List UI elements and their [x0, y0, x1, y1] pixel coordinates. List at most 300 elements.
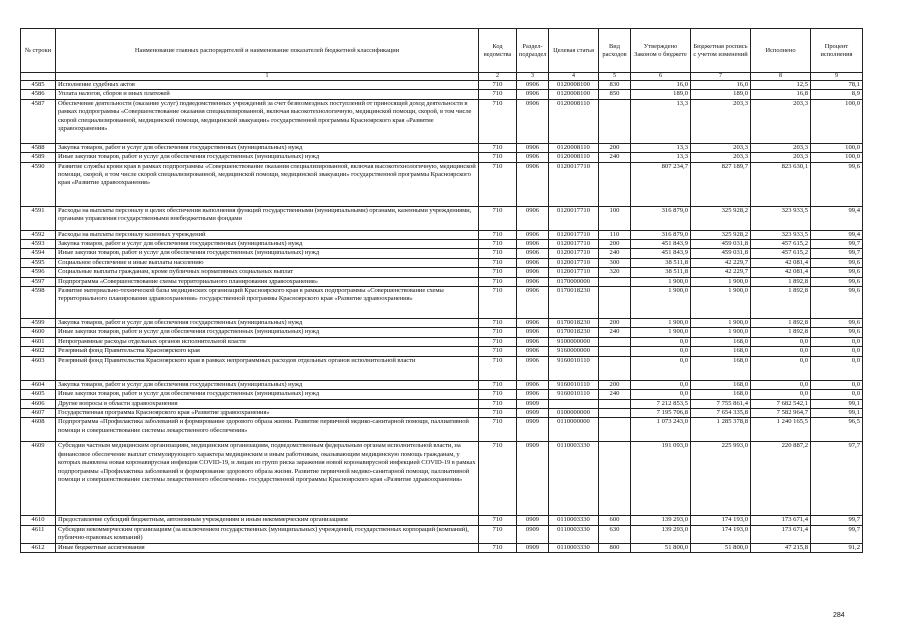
- column-number: 8: [751, 73, 811, 81]
- row-expense-type: [599, 337, 631, 346]
- table-header-row: [21, 29, 863, 73]
- row-name: Социальное обеспечение и иные выплаты населению: [56, 258, 479, 267]
- column-number: 4: [549, 73, 599, 81]
- row-number: 4607: [21, 408, 56, 417]
- row-section: 0906: [517, 390, 549, 399]
- row-budget-roster: 189,0: [691, 90, 751, 99]
- row-section: 0906: [517, 319, 549, 328]
- row-number: 4611: [21, 525, 56, 543]
- row-percent: 99,6: [811, 268, 863, 277]
- row-name: Развитие материально-технической базы медицинских организаций Красноярского края в рамках подпрограммы «Совершенствование схемы территориального планирования здравоохранения» государственной программы Красноярского края «Развитие здравоохранения»: [56, 287, 479, 319]
- row-section: 0906: [517, 356, 549, 380]
- col-header-target-item: Целевая статья: [549, 29, 599, 73]
- row-number: 4589: [21, 153, 56, 162]
- row-percent: 99,7: [811, 516, 863, 525]
- row-name: Уплата налогов, сборов и иных платежей: [56, 90, 479, 99]
- row-executed: 42 081,4: [751, 258, 811, 267]
- row-number: 4601: [21, 337, 56, 346]
- row-executed: 16,8: [751, 90, 811, 99]
- row-budget-roster: 1 285 378,8: [691, 418, 751, 442]
- table-row: [21, 442, 863, 516]
- row-target-item: 0100000000: [549, 408, 599, 417]
- row-budget-roster: 459 031,8: [691, 240, 751, 249]
- row-executed: 457 615,2: [751, 249, 811, 258]
- table-row: [21, 240, 863, 249]
- row-section: 0906: [517, 206, 549, 230]
- row-budget-roster: 174 193,0: [691, 525, 751, 543]
- table-row: [21, 319, 863, 328]
- row-target-item: 0110003330: [549, 525, 599, 543]
- row-department-code: 710: [479, 81, 517, 90]
- row-expense-type: 200: [599, 319, 631, 328]
- row-target-item: 0120017710: [549, 206, 599, 230]
- row-executed: 42 081,4: [751, 268, 811, 277]
- row-expense-type: [599, 399, 631, 408]
- row-section: 0906: [517, 162, 549, 206]
- row-number: 4603: [21, 356, 56, 380]
- row-approved: 13,3: [631, 99, 691, 143]
- row-executed: 203,3: [751, 143, 811, 152]
- row-name: Развитие службы крови края в рамках подпрограммы «Совершенствование оказания специализированной, включая высокотехнологичную, медицинской помощи, скорой, в том числе скорой специализированной, медицинской помощи, медицинской эвакуации» государственной программы Красноярского края «Развитие здравоохранения»: [56, 162, 479, 206]
- row-section: 0906: [517, 230, 549, 239]
- row-expense-type: [599, 99, 631, 143]
- row-approved: 139 293,0: [631, 525, 691, 543]
- col-header-executed: Исполнено: [751, 29, 811, 73]
- row-number: 4592: [21, 230, 56, 239]
- row-section: 0906: [517, 287, 549, 319]
- row-target-item: 0170018230: [549, 287, 599, 319]
- column-number: [21, 73, 56, 81]
- row-target-item: 9160010110: [549, 356, 599, 380]
- row-name: Подпрограмма «Совершенствование схемы территориального планирования здравоохранения»: [56, 277, 479, 286]
- col-header-name: Наименование главных распорядителей и наименование показателей бюджетной классификации: [56, 29, 479, 73]
- row-approved: 316 879,0: [631, 230, 691, 239]
- row-name: Другие вопросы в области здравоохранения: [56, 399, 479, 408]
- row-department-code: 710: [479, 153, 517, 162]
- row-section: 0909: [517, 516, 549, 525]
- row-executed: 7 682 542,1: [751, 399, 811, 408]
- row-target-item: 0120008110: [549, 153, 599, 162]
- row-approved: 0,0: [631, 390, 691, 399]
- row-number: 4585: [21, 81, 56, 90]
- row-approved: 807 234,7: [631, 162, 691, 206]
- row-executed: 1 240 165,5: [751, 418, 811, 442]
- row-budget-roster: 1 900,0: [691, 277, 751, 286]
- column-number: 5: [599, 73, 631, 81]
- row-expense-type: 830: [599, 81, 631, 90]
- row-budget-roster: 168,0: [691, 390, 751, 399]
- row-section: 0906: [517, 153, 549, 162]
- row-target-item: 9100000000: [549, 337, 599, 346]
- row-name: Исполнение судебных актов: [56, 81, 479, 90]
- row-section: 0906: [517, 258, 549, 267]
- row-target-item: 0170000000: [549, 277, 599, 286]
- row-department-code: 710: [479, 162, 517, 206]
- row-expense-type: [599, 356, 631, 380]
- row-budget-roster: 174 193,0: [691, 516, 751, 525]
- column-number: 3: [517, 73, 549, 81]
- row-number: 4605: [21, 390, 56, 399]
- col-header-expense-type: Вид расходов: [599, 29, 631, 73]
- table-row: [21, 153, 863, 162]
- row-approved: 1 900,0: [631, 319, 691, 328]
- column-number: 6: [631, 73, 691, 81]
- row-target-item: 0110003330: [549, 516, 599, 525]
- row-name: Подпрограмма «Профилактика заболеваний и формирование здорового образа жизни. Развитие первичной медико-санитарной помощи, паллиативной помощи и совершенствование системы лекарственного обеспечения»: [56, 418, 479, 442]
- row-percent: 99,7: [811, 249, 863, 258]
- table-row: [21, 249, 863, 258]
- row-name: Субсидии частным медицинским организациям, медицинским организациям, подведомственным федеральным органам исполнительной власти, на финансовое обеспечение выплат стимулирующего характера медицинским и иным работникам, оказывающим медицинскую помощь гражданам, у которых выявлена новая коронавирусная инфекция COVID-19, и лицам из групп риска заражения новой коронавирусной инфекцией COVID-19 в рамках подпрограммы «Профилактика заболеваний и формирование здорового образа жизни. Развитие первичной медико-санитарной помощи, паллиативной помощи и совершенствование системы лекарственного обеспечения» государственной программы Красноярского края «Развитие здравоохранения»: [56, 442, 479, 516]
- row-expense-type: [599, 347, 631, 356]
- row-department-code: 710: [479, 287, 517, 319]
- row-department-code: 710: [479, 240, 517, 249]
- row-section: 0909: [517, 543, 549, 552]
- row-department-code: 710: [479, 90, 517, 99]
- row-department-code: 710: [479, 319, 517, 328]
- row-expense-type: 200: [599, 240, 631, 249]
- row-expense-type: 200: [599, 380, 631, 389]
- row-budget-roster: 459 031,8: [691, 249, 751, 258]
- row-executed: 1 892,8: [751, 277, 811, 286]
- budget-execution-table: [20, 28, 863, 553]
- row-department-code: 710: [479, 249, 517, 258]
- row-expense-type: 240: [599, 153, 631, 162]
- row-percent: 99,6: [811, 287, 863, 319]
- row-percent: 91,2: [811, 543, 863, 552]
- table-row: [21, 99, 863, 143]
- row-section: 0906: [517, 328, 549, 337]
- row-number: 4597: [21, 277, 56, 286]
- row-name: Социальные выплаты гражданам, кроме публичных нормативных социальных выплат: [56, 268, 479, 277]
- row-executed: 0,0: [751, 347, 811, 356]
- row-name: Непрограммные расходы отдельных органов исполнительной власти: [56, 337, 479, 346]
- row-department-code: 710: [479, 442, 517, 516]
- row-section: 0906: [517, 347, 549, 356]
- row-percent: 0,0: [811, 356, 863, 380]
- col-header-number: № строки: [21, 29, 56, 73]
- row-number: 4588: [21, 143, 56, 152]
- row-expense-type: 200: [599, 143, 631, 152]
- row-budget-roster: 325 928,2: [691, 206, 751, 230]
- row-number: 4602: [21, 347, 56, 356]
- row-number: 4587: [21, 99, 56, 143]
- row-approved: 191 093,0: [631, 442, 691, 516]
- row-percent: 8,9: [811, 90, 863, 99]
- row-budget-roster: 51 800,0: [691, 543, 751, 552]
- table-row: [21, 347, 863, 356]
- row-number: 4608: [21, 418, 56, 442]
- row-department-code: 710: [479, 356, 517, 380]
- row-department-code: 710: [479, 347, 517, 356]
- row-expense-type: 630: [599, 525, 631, 543]
- row-approved: 451 843,9: [631, 240, 691, 249]
- row-section: 0909: [517, 442, 549, 516]
- row-number: 4590: [21, 162, 56, 206]
- row-number: 4609: [21, 442, 56, 516]
- row-budget-roster: 42 229,7: [691, 258, 751, 267]
- row-number: 4600: [21, 328, 56, 337]
- row-executed: 0,0: [751, 356, 811, 380]
- row-approved: 38 511,8: [631, 268, 691, 277]
- row-executed: 823 630,1: [751, 162, 811, 206]
- row-name: Закупка товаров, работ и услуг для обеспечения государственных (муниципальных) нужд: [56, 319, 479, 328]
- row-approved: 0,0: [631, 380, 691, 389]
- row-percent: 78,1: [811, 81, 863, 90]
- row-number: 4594: [21, 249, 56, 258]
- row-expense-type: 240: [599, 249, 631, 258]
- row-approved: 0,0: [631, 356, 691, 380]
- row-budget-roster: 1 900,0: [691, 319, 751, 328]
- row-number: 4610: [21, 516, 56, 525]
- row-percent: 99,1: [811, 408, 863, 417]
- column-number-row: [21, 73, 863, 81]
- row-number: 4604: [21, 380, 56, 389]
- row-department-code: 710: [479, 543, 517, 552]
- col-header-department-code: Код ведомства: [479, 29, 517, 73]
- page-number: 284: [833, 612, 845, 619]
- row-executed: 0,0: [751, 380, 811, 389]
- row-number: 4596: [21, 268, 56, 277]
- row-target-item: 0170018230: [549, 328, 599, 337]
- row-percent: 99,6: [811, 258, 863, 267]
- row-target-item: 0120017710: [549, 249, 599, 258]
- row-approved: 1 900,0: [631, 328, 691, 337]
- row-section: 0906: [517, 240, 549, 249]
- row-percent: 100,0: [811, 153, 863, 162]
- row-executed: 47 215,8: [751, 543, 811, 552]
- row-budget-roster: 168,0: [691, 347, 751, 356]
- row-approved: 316 879,0: [631, 206, 691, 230]
- row-executed: 323 933,5: [751, 230, 811, 239]
- row-department-code: 710: [479, 418, 517, 442]
- row-executed: 203,3: [751, 153, 811, 162]
- row-budget-roster: 225 993,0: [691, 442, 751, 516]
- row-number: 4595: [21, 258, 56, 267]
- row-target-item: 0120017710: [549, 258, 599, 267]
- row-section: 0906: [517, 268, 549, 277]
- col-header-approved: Утверждено Законом о бюджете: [631, 29, 691, 73]
- row-target-item: [549, 399, 599, 408]
- row-target-item: 0120008110: [549, 99, 599, 143]
- column-number: 2: [479, 73, 517, 81]
- table-row: [21, 516, 863, 525]
- row-executed: 0,0: [751, 390, 811, 399]
- row-percent: 99,6: [811, 328, 863, 337]
- table-row: [21, 81, 863, 90]
- row-approved: 1 900,0: [631, 287, 691, 319]
- table-row: [21, 287, 863, 319]
- table-row: [21, 356, 863, 380]
- row-expense-type: [599, 442, 631, 516]
- table-body: [21, 81, 863, 553]
- table-row: [21, 380, 863, 389]
- col-header-budget-roster: Бюджетная роспись с учетом изменений: [691, 29, 751, 73]
- row-department-code: 710: [479, 277, 517, 286]
- row-target-item: 0120017710: [549, 162, 599, 206]
- row-target-item: 0120008110: [549, 143, 599, 152]
- row-approved: 51 800,0: [631, 543, 691, 552]
- row-department-code: 710: [479, 328, 517, 337]
- row-percent: 96,5: [811, 418, 863, 442]
- row-expense-type: [599, 418, 631, 442]
- col-header-section: Раздел-подраздел: [517, 29, 549, 73]
- row-number: 4586: [21, 90, 56, 99]
- row-approved: 139 293,0: [631, 516, 691, 525]
- row-target-item: 0120017710: [549, 230, 599, 239]
- column-number: 1: [56, 73, 479, 81]
- row-section: 0909: [517, 525, 549, 543]
- column-number: 7: [691, 73, 751, 81]
- row-budget-roster: 827 189,7: [691, 162, 751, 206]
- row-expense-type: 240: [599, 328, 631, 337]
- row-executed: 0,0: [751, 337, 811, 346]
- row-budget-roster: 168,0: [691, 356, 751, 380]
- col-header-percent: Процент исполнения: [811, 29, 863, 73]
- row-name: Иные закупки товаров, работ и услуг для обеспечения государственных (муниципальных) нужд: [56, 249, 479, 258]
- row-percent: 99,6: [811, 277, 863, 286]
- row-department-code: 710: [479, 99, 517, 143]
- row-approved: 1 073 243,0: [631, 418, 691, 442]
- table-row: [21, 162, 863, 206]
- row-approved: 7 212 853,5: [631, 399, 691, 408]
- row-executed: 1 892,8: [751, 287, 811, 319]
- table-row: [21, 337, 863, 346]
- row-executed: 7 582 964,7: [751, 408, 811, 417]
- row-name: Иные закупки товаров, работ и услуг для обеспечения государственных (муниципальных) нужд: [56, 328, 479, 337]
- row-name: Государственная программа Красноярского края «Развитие здравоохранения»: [56, 408, 479, 417]
- row-target-item: 0110003330: [549, 543, 599, 552]
- row-name: Закупка товаров, работ и услуг для обеспечения государственных (муниципальных) нужд: [56, 240, 479, 249]
- row-number: 4591: [21, 206, 56, 230]
- row-department-code: 710: [479, 390, 517, 399]
- row-section: 0906: [517, 380, 549, 389]
- row-department-code: 710: [479, 268, 517, 277]
- row-name: Субсидии некоммерческим организациям (за исключением государственных (муниципальных) учреждений, государственных корпораций (компаний), публично-правовых компаний): [56, 525, 479, 543]
- row-percent: 100,0: [811, 99, 863, 143]
- row-department-code: 710: [479, 230, 517, 239]
- table-row: [21, 418, 863, 442]
- row-number: 4599: [21, 319, 56, 328]
- row-target-item: 9160000000: [549, 347, 599, 356]
- row-budget-roster: 203,3: [691, 153, 751, 162]
- table-row: [21, 408, 863, 417]
- row-department-code: 710: [479, 399, 517, 408]
- row-executed: 457 615,2: [751, 240, 811, 249]
- table-row: [21, 543, 863, 552]
- row-target-item: 0120017710: [549, 268, 599, 277]
- row-target-item: 9160010110: [549, 380, 599, 389]
- row-section: 0909: [517, 399, 549, 408]
- row-percent: 0,0: [811, 390, 863, 399]
- row-percent: 0,0: [811, 380, 863, 389]
- row-percent: 99,7: [811, 525, 863, 543]
- row-target-item: 0120008100: [549, 90, 599, 99]
- table-row: [21, 399, 863, 408]
- row-expense-type: 300: [599, 258, 631, 267]
- row-executed: 323 933,5: [751, 206, 811, 230]
- row-executed: 1 892,8: [751, 328, 811, 337]
- row-percent: 99,6: [811, 162, 863, 206]
- row-department-code: 710: [479, 380, 517, 389]
- row-budget-roster: 42 229,7: [691, 268, 751, 277]
- row-name: Предоставление субсидий бюджетным, автономным учреждениям и иным некоммерческим организациям: [56, 516, 479, 525]
- row-section: 0906: [517, 337, 549, 346]
- row-expense-type: 850: [599, 90, 631, 99]
- row-section: 0909: [517, 418, 549, 442]
- row-budget-roster: 203,3: [691, 143, 751, 152]
- row-expense-type: 110: [599, 230, 631, 239]
- row-name: Резервный фонд Правительства Красноярского края в рамках непрограммных расходов отдельных органов исполнительной власти: [56, 356, 479, 380]
- table-row: [21, 328, 863, 337]
- row-department-code: 710: [479, 516, 517, 525]
- row-approved: 7 195 706,8: [631, 408, 691, 417]
- row-approved: 13,3: [631, 143, 691, 152]
- row-expense-type: 240: [599, 390, 631, 399]
- row-name: Расходы на выплаты персоналу в целях обеспечения выполнения функций государственными (муниципальными) органами, казенными учреждениями, органами управления государственными внебюджетными фондами: [56, 206, 479, 230]
- table-row: [21, 206, 863, 230]
- row-target-item: 0110003330: [549, 442, 599, 516]
- row-expense-type: [599, 277, 631, 286]
- row-budget-roster: 203,3: [691, 99, 751, 143]
- table-row: [21, 277, 863, 286]
- row-percent: 0,0: [811, 347, 863, 356]
- row-executed: 12,5: [751, 81, 811, 90]
- row-percent: 97,7: [811, 442, 863, 516]
- row-expense-type: 800: [599, 543, 631, 552]
- row-target-item: 0110000000: [549, 418, 599, 442]
- row-approved: 38 511,8: [631, 258, 691, 267]
- row-approved: 0,0: [631, 337, 691, 346]
- row-budget-roster: 7 755 861,4: [691, 399, 751, 408]
- row-percent: 99,1: [811, 399, 863, 408]
- row-name: Закупка товаров, работ и услуг для обеспечения государственных (муниципальных) нужд: [56, 380, 479, 389]
- row-department-code: 710: [479, 206, 517, 230]
- row-budget-roster: 325 928,2: [691, 230, 751, 239]
- budget-report-sheet: [20, 28, 862, 553]
- row-department-code: 710: [479, 525, 517, 543]
- row-name: Расходы на выплаты персоналу казенных учреждений: [56, 230, 479, 239]
- table-row: [21, 90, 863, 99]
- row-name: Резервный фонд Правительства Красноярского края: [56, 347, 479, 356]
- row-approved: 189,0: [631, 90, 691, 99]
- row-expense-type: [599, 162, 631, 206]
- row-section: 0906: [517, 99, 549, 143]
- row-target-item: 0120008100: [549, 81, 599, 90]
- row-number: 4593: [21, 240, 56, 249]
- row-expense-type: [599, 408, 631, 417]
- row-percent: 99,4: [811, 206, 863, 230]
- row-department-code: 710: [479, 258, 517, 267]
- row-budget-roster: 16,0: [691, 81, 751, 90]
- row-approved: 451 843,9: [631, 249, 691, 258]
- column-number: 9: [811, 73, 863, 81]
- row-budget-roster: 168,0: [691, 380, 751, 389]
- row-target-item: 0170018230: [549, 319, 599, 328]
- row-executed: 173 671,4: [751, 516, 811, 525]
- row-section: 0906: [517, 90, 549, 99]
- row-section: 0906: [517, 143, 549, 152]
- table-row: [21, 258, 863, 267]
- row-department-code: 710: [479, 408, 517, 417]
- row-name: Обеспечение деятельности (оказание услуг) подведомственных учреждений за счет безвозмездных поступлений от приносящей доход деятельности в рамках подпрограммы «Совершенствование оказания специализированной, включая высокотехнологичную, медицинской помощи, скорой, в том числе скорой специализированной, медицинской помощи, медицинской эвакуации» государственной программы Красноярского края «Развитие здравоохранения»: [56, 99, 479, 143]
- table-row: [21, 268, 863, 277]
- row-executed: 1 892,8: [751, 319, 811, 328]
- row-percent: 100,0: [811, 143, 863, 152]
- table-row: [21, 390, 863, 399]
- row-approved: 0,0: [631, 347, 691, 356]
- row-section: 0909: [517, 408, 549, 417]
- row-budget-roster: 1 900,0: [691, 287, 751, 319]
